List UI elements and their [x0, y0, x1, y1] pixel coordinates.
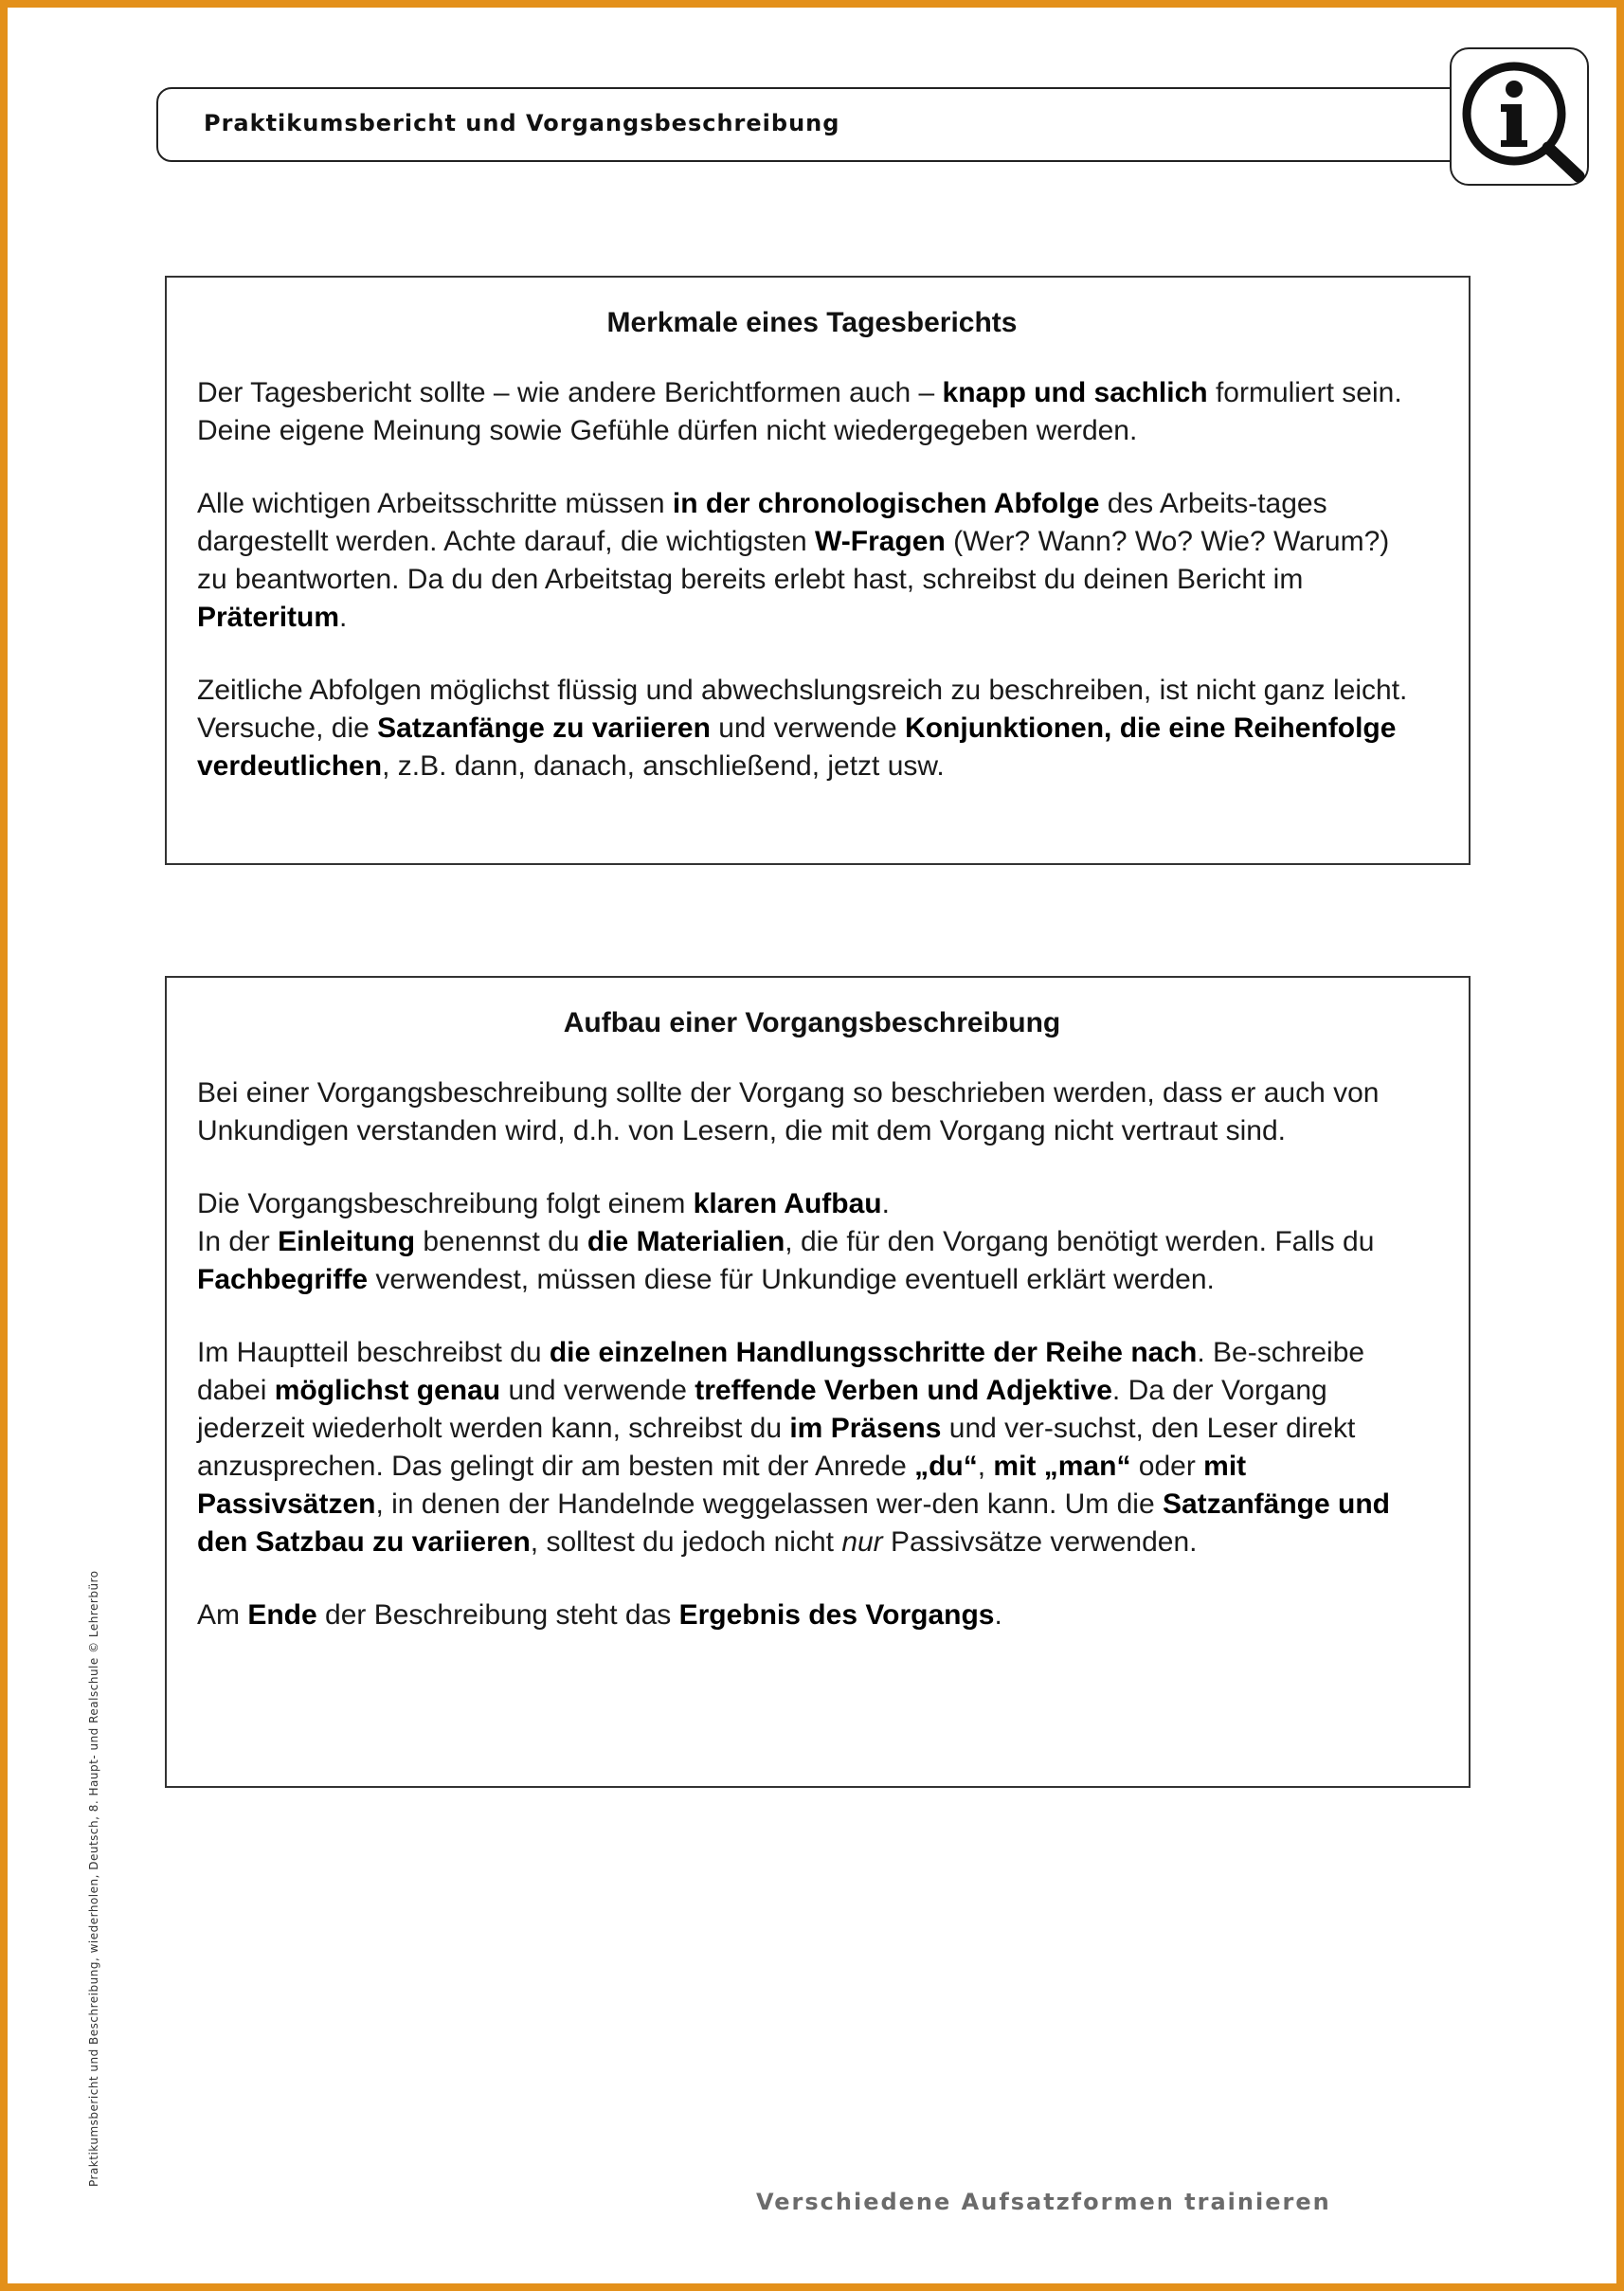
- tagesbericht-body: [197, 374, 1427, 785]
- text-run: . Da der Vorgang jederzeit wiederholt werden kann, schreibst du: [197, 1375, 1327, 1444]
- bold-text: im Präsens: [789, 1413, 942, 1444]
- text-run: Die Vorgangsbeschreibung folgt einem: [197, 1188, 694, 1219]
- info-badge: [1450, 47, 1589, 186]
- text-run: . Be-schreibe dabei: [197, 1337, 1365, 1406]
- bold-text: mit „man“: [993, 1451, 1131, 1482]
- paragraph: [197, 1185, 1427, 1299]
- bold-text: die einzelnen Handlungsschritte der Reihe nach: [549, 1337, 1198, 1368]
- bold-text: in der chronologischen Abfolge: [672, 488, 1100, 519]
- text-run: und ver-suchst, den Leser direkt anzusprechen. Das gelingt dir am besten mit der Anrede: [197, 1413, 1356, 1482]
- text-run: (Wer? Wann? Wo? Wie? Warum?) zu beantworten. Da du den Arbeitstag bereits erlebt hast, schreibst du deinen Bericht im: [197, 526, 1390, 595]
- paragraph: [197, 672, 1427, 785]
- text-run: Alle wichtigen Arbeitsschritte müssen: [197, 488, 673, 519]
- text-run: Zeitliche Abfolgen möglichst flüssig und abwechslungsreich zu beschreiben, ist nicht ganz leicht. Versuche, die: [197, 675, 1408, 744]
- paragraph: [197, 374, 1427, 450]
- bold-text: treffende Verben und Adjektive: [695, 1375, 1112, 1406]
- text-run: ,: [977, 1451, 994, 1482]
- tagesbericht-title: Merkmale eines Tagesberichts: [606, 307, 1018, 338]
- bold-text: Präteritum: [197, 602, 340, 633]
- header-bar: [156, 87, 1492, 162]
- bold-text: „du“: [914, 1451, 978, 1482]
- bold-text: Konjunktionen, die eine Reihenfolge verdeutlichen: [197, 713, 1397, 782]
- text-run: , in denen der Handelnde weggelassen wer-den kann. Um die: [375, 1488, 1163, 1520]
- bold-text: die Materialien: [586, 1226, 785, 1257]
- bold-text: möglichst genau: [274, 1375, 501, 1406]
- footer-text: Verschiedene Aufsatzformen trainieren: [756, 2189, 1331, 2215]
- vorgangsbeschreibung-body: [197, 1074, 1427, 1634]
- text-run: Im Hauptteil beschreibst du: [197, 1337, 550, 1368]
- text-run: .: [339, 602, 348, 633]
- tagesbericht-box: [165, 276, 1471, 865]
- text-run: benennst du: [415, 1226, 587, 1257]
- bold-text: klaren Aufbau: [693, 1188, 882, 1219]
- vorgangsbeschreibung-title: Aufbau einer Vorgangsbeschreibung: [563, 1007, 1061, 1038]
- text-run: Am: [197, 1599, 248, 1631]
- italic-text: nur: [841, 1526, 883, 1558]
- text-run: Bei einer Vorgangsbeschreibung sollte der Vorgang so beschrieben werden, dass er auch von Unkundigen verstanden wird, d.h. von Lesern, die mit dem Vorgang nicht vertraut sind.: [197, 1077, 1380, 1146]
- text-run: verwendest, müssen diese für Unkundige eventuell erklärt werden.: [368, 1264, 1215, 1295]
- text-run: und verwende: [710, 713, 906, 744]
- vorgangsbeschreibung-box: [165, 976, 1471, 1788]
- bold-text: knapp und sachlich: [942, 377, 1208, 408]
- text-run: des Arbeits-tages dargestellt werden. Achte darauf, die wichtigsten: [197, 488, 1327, 557]
- text-run: oder: [1130, 1451, 1204, 1482]
- text-run: , die für den Vorgang benötigt werden. Falls du: [785, 1226, 1375, 1257]
- text-run: , z.B. dann, danach, anschließend, jetzt usw.: [382, 750, 945, 782]
- bold-text: Fachbegriffe: [197, 1264, 369, 1295]
- text-run: Passivsätze verwenden.: [882, 1526, 1198, 1558]
- text-run: formuliert sein. Deine eigene Meinung sowie Gefühle dürfen nicht wiedergegeben werden.: [197, 377, 1402, 446]
- paragraph: [197, 485, 1427, 637]
- bold-text: Satzanfänge zu variieren: [377, 713, 711, 744]
- info-magnifier-icon: [1452, 49, 1591, 188]
- text-run: Der Tagesbericht sollte – wie andere Berichtformen auch –: [197, 377, 943, 408]
- paragraph: [197, 1596, 1427, 1634]
- bold-text: Ende: [247, 1599, 317, 1631]
- text-run: In der: [197, 1226, 279, 1257]
- bold-text: W-Fragen: [815, 526, 946, 557]
- side-credit: Praktikumsbericht und Beschreibung, wiederholen, Deutsch, 8. Haupt- und Realschule © Lehrerbüro: [87, 1570, 100, 2187]
- text-run: und verwende: [500, 1375, 695, 1406]
- text-run: , solltest du jedoch nicht: [530, 1526, 842, 1558]
- bold-text: Einleitung: [278, 1226, 416, 1257]
- bold-text: mit Passivsätzen: [197, 1451, 1247, 1520]
- paragraph: [197, 1074, 1427, 1150]
- text-run: .: [881, 1188, 890, 1219]
- text-run: der Beschreibung steht das: [316, 1599, 679, 1631]
- bold-text: Ergebnis des Vorgangs: [678, 1599, 995, 1631]
- text-run: .: [994, 1599, 1002, 1631]
- bold-text: Satzanfänge und den Satzbau zu variieren: [197, 1488, 1390, 1558]
- paragraph: [197, 1334, 1427, 1561]
- page-title: Praktikumsbericht und Vorgangsbeschreibung: [204, 110, 840, 136]
